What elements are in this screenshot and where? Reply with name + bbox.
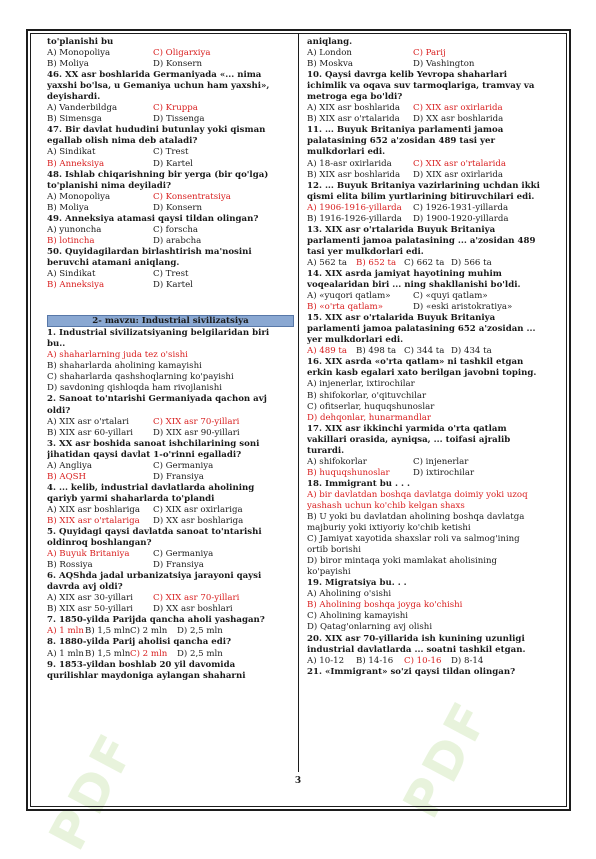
answer-option: A) shaharlarning juda tez o'sishi (47, 350, 188, 361)
answer-option: C) Jamiyat xayotida shaxslar roli va salmog'ining (307, 534, 520, 545)
answer-option: C) Trest (153, 268, 189, 279)
answer-options-row (307, 159, 549, 170)
answer-option: A) XIX asr boshlariga (47, 504, 140, 515)
answer-options-row (47, 461, 294, 472)
question-text: 7. 1850-yilda Parijda qancha aholi yashagan? (47, 615, 265, 626)
answer-option: A) Sindikat (47, 147, 96, 158)
question-text: 12. ... Buyuk Britaniya vazirlarining uchdan ikki (307, 180, 540, 191)
answer-option: C) Parij (413, 48, 446, 59)
question-text: vakillari orasida, ayniqsa, ... toifasi ajralib (307, 434, 511, 445)
question-text: palatasining 652 a'zosidan 489 tasi yer (307, 136, 496, 147)
answer-options-row (47, 269, 294, 280)
answer-option: D) 566 ta (451, 257, 492, 268)
question-text: ichimlik va oqava suv tarmoqlariga, tramvay va (307, 81, 535, 92)
answer-option: D) biror mintaqa yoki mamlakat aholisining (307, 556, 498, 567)
answer-option: B) U yoki bu davlatdan aholining boshqa davlatga (307, 512, 525, 523)
answer-option: B) 1,5 mln (85, 626, 131, 637)
answer-option: C) XIX asr o'rtalarida (413, 158, 506, 169)
question-text: 18. Immigrant bu . . . (307, 478, 410, 489)
answer-option: D) Fransiya (153, 560, 204, 571)
answer-option: B) 1916-1926-yillarda (307, 213, 402, 224)
answer-options-row (47, 516, 294, 527)
answer-option: ko'payishi (307, 567, 351, 578)
answer-option: B) 498 ta (356, 346, 397, 357)
page-number: 3 (294, 776, 302, 786)
question-text: to'planishi bu (47, 37, 114, 47)
answer-options-row (47, 203, 294, 214)
question-text: 13. XIX asr o'rtalarida Buyuk Britaniya (307, 224, 496, 235)
question-text: 19. Migratsiya bu. . . (307, 578, 407, 589)
question-text: oldi? (47, 405, 71, 416)
question-text: davrda avj oldi? (47, 582, 123, 593)
right-column (307, 37, 549, 678)
answer-options-row (47, 649, 294, 660)
answer-option: D) arabcha (153, 235, 202, 246)
answer-options-row (307, 291, 549, 302)
answer-option: D) savdoning qishloqda ham rivojlanishi (47, 383, 223, 394)
answer-option: B) lotincha (47, 235, 95, 246)
answer-options-row (47, 59, 294, 70)
answer-options-row (307, 258, 549, 269)
answer-option: B) Simensga (47, 114, 102, 125)
answer-option: C) XIX asr 70-yillari (153, 593, 240, 604)
answer-options-row (47, 505, 294, 516)
answer-option: B) «o'rta qatlam» (307, 302, 383, 313)
spacer (47, 291, 294, 302)
answer-option: A) injenerlar, ixtirochilar (307, 379, 415, 390)
answer-option: A) Monopoliya (47, 48, 111, 59)
answer-option: D) Kartel (153, 158, 193, 169)
answer-option: D) XX asr boshlariga (153, 515, 244, 526)
answer-option: A) London (307, 48, 352, 59)
answer-option: B) shifokorlar, o'qituvchilar (307, 390, 427, 401)
answer-option: ortib borishi (307, 545, 361, 556)
answer-option: C) 344 ta (404, 346, 445, 357)
answer-option: D) Vashington (413, 59, 475, 70)
answer-option: D) 434 ta (451, 346, 492, 357)
answer-option: C) Germaniya (153, 460, 214, 471)
question-text: 16. XIX asrda «o'rta qatlam» ni tashkil etgan (307, 357, 524, 368)
answer-options-row (307, 103, 549, 114)
answer-option: C) 662 ta (404, 257, 445, 268)
answer-option: B) XIX asr o'rtalariga (47, 515, 140, 526)
answer-option: C) «quyi qatlam» (413, 291, 488, 302)
answer-options-row (47, 280, 294, 291)
answer-options-row (47, 472, 294, 483)
answer-options-row (307, 59, 549, 70)
answer-options-row (47, 593, 294, 604)
answer-options-row (47, 428, 294, 439)
question-text: 5. Quyidagi qaysi davlatda sanoat to'ntarishi (47, 527, 262, 538)
question-text: parlamenti jamoa palatasining 652 a'zosidan ... (307, 324, 536, 335)
answer-options-row (47, 103, 294, 114)
answer-option: B) 652 ta (356, 257, 397, 268)
answer-options-row (307, 114, 549, 125)
question-text: qismi elita bilim yurtlarining bitiruvchilari edi. (307, 191, 535, 202)
answer-option: B) Anneksiya (47, 280, 105, 291)
answer-option: B) shaharlarda aholining kamayishi (47, 361, 202, 372)
question-text: 11. ... Buyuk Britaniya parlamenti jamoa (307, 125, 504, 136)
answer-option: A) bir davlatdan boshqa davlatga doimiy yoki uzoq (307, 489, 528, 500)
answer-option: A) «yuqori qatlam» (307, 291, 391, 302)
section-heading: 2- mavzu: Industrial sivilizatsiya (47, 315, 294, 327)
answer-option: B) Moskva (307, 59, 353, 70)
question-text: 2. Sanoat to'ntarishi Germaniyada qachon avj (47, 394, 267, 405)
answer-options-row (47, 417, 294, 428)
answer-option: A) XIX asr o'rtalari (47, 416, 129, 427)
answer-option: A) Sindikat (47, 268, 96, 279)
answer-options-row (307, 468, 549, 479)
question-text: parlamenti jamoa palatasining ... a'zosidan 489 (307, 235, 536, 246)
answer-option: C) injenerlar (413, 456, 469, 467)
answer-option: D) 1900-1920-yillarda (413, 213, 509, 224)
answer-option: B) Moliya (47, 59, 89, 70)
question-text: 46. XX asr boshlarida Germaniyada «... nima (47, 70, 262, 81)
answer-option: C) 2 mln (130, 626, 168, 637)
answer-option: C) Kruppa (153, 103, 198, 114)
answer-option: B) Rossiya (47, 560, 93, 571)
question-text: 4. ... kelib, industrial davlatlarda aholining (47, 482, 255, 493)
answer-options-row (307, 214, 549, 225)
answer-option: C) XIX asr oxirlariga (153, 504, 243, 515)
answer-option: majburiy yoki ixtiyoriy ko'chib ketishi (307, 523, 471, 534)
answer-option: A) 1906-1916-yillarda (307, 202, 402, 213)
question-text: deyishardi. (47, 92, 101, 103)
left-column (47, 37, 294, 682)
answer-option: A) 562 ta (307, 257, 348, 268)
question-text: 10. Qaysi davrga kelib Yevropa shaharlari (307, 70, 508, 81)
question-text: 47. Bir davlat hududini butunlay yoki qisman (47, 125, 266, 136)
answer-option: D) ixtirochilar (413, 467, 475, 478)
spacer (47, 302, 294, 313)
answer-option: C) 1926-1931-yillarda (413, 202, 509, 213)
answer-option: D) «eski aristokratiya» (413, 302, 513, 313)
answer-option: A) XIX asr 30-yillari (47, 593, 133, 604)
question-text: aniqlang. (307, 37, 353, 47)
answer-option: D) XX asr boshlarida (413, 114, 504, 125)
answer-options-row (47, 225, 294, 236)
answer-option: D) 2,5 mln (177, 626, 223, 637)
answer-option: D) XIX asr 90-yillari (153, 427, 240, 438)
column-divider (298, 34, 299, 772)
answer-option: D) XX asr boshlari (153, 604, 233, 615)
answer-option: D) 2,5 mln (177, 648, 223, 659)
answer-option: D) Kartel (153, 280, 193, 291)
answer-option: C) Konsentratsiya (153, 191, 231, 202)
answer-option: D) 8-14 (451, 655, 484, 666)
answer-option: C) Trest (153, 147, 189, 158)
answer-option: B) huquqshunoslar (307, 467, 390, 478)
answer-option: C) forscha (153, 224, 199, 235)
answer-option: B) XIX asr boshlarida (307, 169, 401, 180)
answer-options-row (307, 203, 549, 214)
answer-option: D) dehqonlar, hunarmandlar (307, 412, 431, 423)
answer-option: A) Vanderbildga (47, 103, 118, 114)
answer-option: C) Oligarxiya (153, 48, 211, 59)
answer-option: D) Fransiya (153, 471, 204, 482)
question-text: yer mulkdorlari edi. (307, 335, 404, 346)
question-text: 48. Ishlab chiqarishning bir yerga (bir qo'lga) (47, 169, 269, 180)
answer-options-row (307, 457, 549, 468)
question-text: 14. XIX asrda jamiyat hayotining muhim (307, 268, 502, 279)
question-text: 1. Industrial sivilizatsiyaning belgilaridan biri (47, 328, 270, 339)
answer-option: C) 10-16 (404, 655, 442, 666)
question-text: turardi. (307, 445, 345, 456)
question-text: 50. Quyidagilardan birlashtirish ma'nosini (47, 246, 252, 257)
answer-options-row (47, 48, 294, 59)
question-text: to'planishi nima deyiladi? (47, 180, 172, 191)
answer-option: A) 10-12 (307, 655, 345, 666)
answer-option: B) Moliya (47, 202, 89, 213)
question-text: egallab olish nima deb ataladi? (47, 136, 198, 147)
answer-options-row (47, 604, 294, 615)
answer-option: D) Konsern (153, 59, 203, 70)
answer-option: B) XIX asr 60-yillari (47, 427, 134, 438)
answer-option: B) AQSH (47, 471, 87, 482)
answer-option: C) shaharlarda qashshoqlarning ko'payishi (47, 372, 234, 383)
answer-option: C) XIX asr oxirlarida (413, 103, 503, 114)
answer-option: C) Germaniya (153, 549, 214, 560)
answer-options-row (307, 302, 549, 313)
question-text: beruvchi atamani aniqlang. (47, 257, 180, 268)
answer-option: A) Monopoliya (47, 191, 111, 202)
answer-option: D) Qatag'onlarning avj olishi (307, 622, 433, 633)
question-text: 9. 1853-yildan boshlab 20 yil davomida (47, 659, 236, 670)
answer-options-row (47, 549, 294, 560)
answer-option: B) 14-16 (356, 655, 394, 666)
answer-options-row (307, 48, 549, 59)
answer-option: A) Angliya (47, 460, 93, 471)
answer-option: B) Aholining boshqa joyga ko'chishi (307, 600, 463, 611)
question-text: 8. 1880-yilda Parij aholisi qancha edi? (47, 637, 232, 648)
answer-option: B) Anneksiya (47, 158, 105, 169)
answer-option: A) 489 ta (307, 346, 348, 357)
answer-option: B) XIX asr 50-yillari (47, 604, 134, 615)
answer-option: A) Buyuk Britaniya (47, 549, 130, 560)
answer-options-row (307, 170, 549, 181)
answer-option: B) XIX asr o'rtalarida (307, 114, 400, 125)
answer-option: A) yunoncha (47, 224, 102, 235)
answer-options-row (47, 114, 294, 125)
question-text: 20. XIX asr 70-yillarida ish kunining uzunligi (307, 633, 525, 644)
question-text: 21. «Immigrant» so'zi qaysi tildan olingan? (307, 666, 516, 677)
answer-option: D) XIX asr oxirlarida (413, 169, 503, 180)
question-text: 15. XIX asr o'rtalarida Buyuk Britaniya (307, 313, 496, 324)
question-text: erkin kasb egalari xato berilgan javobni toping. (307, 368, 537, 379)
answer-options-row (307, 656, 549, 667)
answer-option: A) 1 mln (47, 626, 84, 637)
answer-option: A) 1 mln (47, 648, 84, 659)
answer-option: C) 2 mln (130, 648, 168, 659)
answer-options-row (47, 159, 294, 170)
question-text: tasi yer mulkdorlari edi. (307, 246, 424, 257)
question-text: industrial davlatlarda ... soatni tashkil etgan. (307, 644, 526, 655)
question-text: bu.. (47, 339, 66, 350)
question-text: qurilishlar maydoniga aylangan shaharni (47, 670, 246, 681)
answer-option: A) XIX asr boshlarida (307, 103, 400, 114)
answer-option: yashash uchun ko'chib kelgan shaxs (307, 500, 465, 511)
answer-option: D) Konsern (153, 202, 203, 213)
question-text: mulkdorlari edi. (307, 147, 386, 158)
answer-options-row (47, 236, 294, 247)
watermark-right: PDF (392, 690, 502, 828)
answer-options-row (47, 192, 294, 203)
question-text: metroga ega bo'ldi? (307, 92, 403, 103)
question-text: 3. XX asr boshida sanoat ishchilarining soni (47, 438, 260, 449)
answer-options-row (307, 346, 549, 357)
answer-option: A) shifokorlar (307, 456, 367, 467)
answer-option: D) Tissenga (153, 114, 205, 125)
answer-option: A) Aholining o'sishi (307, 589, 392, 600)
answer-option: C) ofitserlar, huquqshunoslar (307, 401, 435, 412)
answer-option: B) 1,5 mln (85, 648, 131, 659)
answer-options-row (47, 560, 294, 571)
question-text: 6. AQShda jadal urbanizatsiya jarayoni qaysi (47, 571, 262, 582)
watermark-left: PDF (38, 722, 148, 859)
question-text: oldinroq boshlangan? (47, 538, 152, 549)
question-text: voqealaridan biri ... ning shakllanishi bo'ldi. (307, 280, 521, 291)
question-text: 49. Anneksiya atamasi qaysi tildan olingan? (47, 213, 259, 224)
answer-options-row (47, 626, 294, 637)
answer-option: C) XIX asr 70-yillari (153, 416, 240, 427)
answer-option: C) Aholining kamayishi (307, 611, 409, 622)
question-text: 17. XIX asr ikkinchi yarmida o'rta qatlam (307, 423, 507, 434)
question-text: yaxshi bo'lsa, u Gemaniya uchun ham yaxshi», (47, 81, 270, 92)
answer-options-row (47, 147, 294, 158)
question-text: qariyb yarmi shaharlarda to'plandi (47, 493, 215, 504)
answer-option: A) 18-asr oxirlarida (307, 158, 392, 169)
question-text: jihatidan qaysi davlat 1-o'rinni egalladi? (47, 449, 242, 460)
